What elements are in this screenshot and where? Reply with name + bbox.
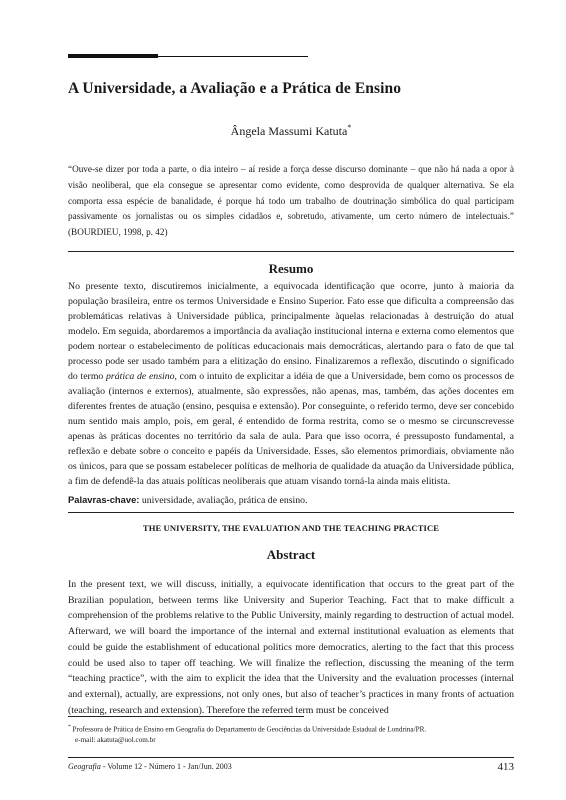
resumo-text-part1: No presente texto, discutiremos inicialmente, a equivocada identificação que ocorre, junto à maioria da população brasileira, entre os termos Universidade e Ensino Superior. Fato esse que dificulta a compreensão das problemáticas relativas à Universidade pública, principalmente àquelas relacionadas à destruição do atual modelo. Em seguida, abordaremos a importância da avaliação institucional interna e externa como elementos que podem nortear o estabelecimento de políticas educacionais mais democráticas, alertando para o fato de que tal processo pode ser usado também para a elitização do ensino. Finalizaremos a reflexão, discutindo o significado do termo	[68, 281, 514, 382]
section-divider	[68, 512, 514, 513]
author-line	[68, 123, 514, 139]
resumo-heading: Resumo	[268, 261, 314, 276]
footer-issue: - Volume 12 - Número 1 - Jan/Jun. 2003	[100, 762, 232, 771]
header-rule-thick	[68, 54, 158, 58]
resumo-text	[68, 279, 514, 489]
english-title: THE UNIVERSITY, THE EVALUATION AND THE TEACHING PRACTICE	[142, 523, 440, 533]
section-divider	[68, 251, 514, 252]
abstract-heading: Abstract	[266, 547, 316, 562]
keywords-line	[68, 492, 514, 508]
keywords-label: Palavras-chave:	[68, 494, 140, 505]
footnote-email: e-mail: akatuta@uol.com.br	[75, 736, 156, 745]
resumo-text-italic: prática de ensino	[106, 371, 175, 382]
author-name: Ângela Massumi Katuta	[230, 124, 348, 138]
footer-rule	[68, 757, 514, 758]
keywords-values: universidade, avaliação, prática de ensino.	[141, 495, 308, 506]
footer-journal: Geografia	[68, 762, 101, 771]
footer-citation	[68, 762, 232, 771]
footnote-affiliation: Professora de Prática de Ensino em Geografia do Departamento de Geociências da Universidade Estadual de Londrina/PR.	[72, 725, 427, 734]
footnote-mark: *	[68, 724, 71, 730]
epigraph-quote: “Ouve-se dizer por toda a parte, o dia inteiro – aí reside a força desse discurso dominante – que não há nada a opor à visão neoliberal, que ela consegue se apresentar como evidente, como desprovida de qualquer alternativa. Se ela comporta essa espécie de banalidade, é porque há todo um trabalho de doutrinação simbólica do qual participam passivamente os jornalistas ou os simples cidadãos e, sobretudo, ativamente, um certo número de intelectuais.” (BOURDIEU, 1998, p. 42)	[68, 164, 514, 238]
resumo-text-part2: , com o intuito de explicitar a idéia de que a Universidade, bem como os processos de avaliação (internos e externos), atualmente, são expressões, não apenas, mas, também, das ações docentes em diferentes frentes de atuação (ensino, pesquisa e extensão). Por conseguinte, o referido termo, deve ser concebido num sentido mais amplo, pois, em geral, é entendido de forma restrita, como se o mesmo se circunscrevesse apenas às práticas docentes no território da sala de aula. Para que isso ocorra, é pressuposto fundamental, a reflexão e debate sobre o conceito e papéis da Universidade. Esses, são elementos primordiais, obviamente não os únicos, para que se possam estabelecer políticas de melhoria de qualidade da atuação da Universidade pública, a fim de defendê-la das atuais políticas neoliberais que atuam visando torná-la ainda mais elitista.	[68, 371, 515, 487]
author-footnote-mark: *	[347, 123, 352, 132]
footnote	[68, 722, 514, 746]
abstract-text: In the present text, we will discuss, initially, a equivocate identification that occurs to the great part of the Brazilian population, between terms like University and Superior Teaching. Fact that to make difficult a comprehension of the problems relative to the Public University, mainly regarding to destruction of actual model. Afterward, we will board the importance of the internal and external institutional evaluation as elements that could be guide the establishment of educational politics more democratics, alerting to the fact that this process could be used also to taper off teaching. We will finalize the reflection, discussing the meaning of the term “teaching practice”, with the aim to explicit the idea that the University and the evaluation processes (internal and external), actually, are expressions, not only ones, but also of teacher’s practices in many fronts of actuation (teaching, research and extension). Therefore the referred term must be conceived	[68, 579, 514, 716]
header-rule-thin	[158, 56, 308, 57]
article-page	[68, 0, 514, 800]
page-number: 413	[497, 761, 514, 773]
article-title: A Universidade, a Avaliação e a Prática de Ensino	[68, 80, 402, 97]
footnote-rule	[68, 716, 304, 717]
